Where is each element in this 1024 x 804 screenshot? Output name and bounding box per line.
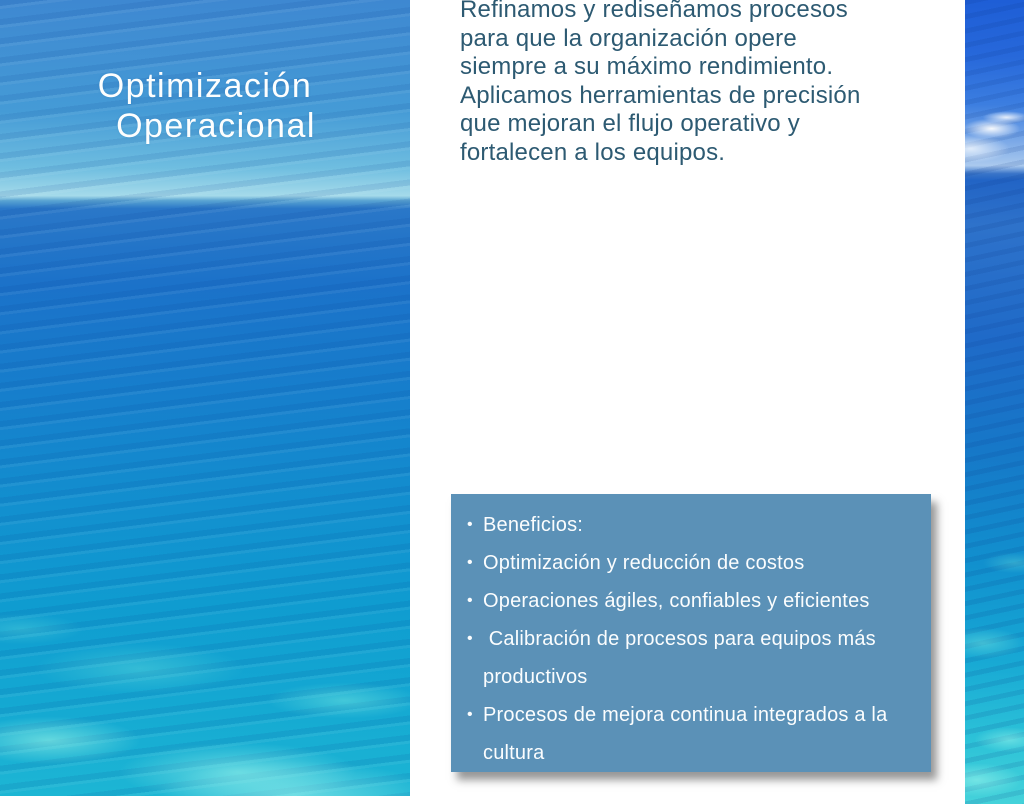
bullet-icon: • — [467, 706, 473, 723]
list-item — [467, 544, 913, 582]
list-item — [467, 506, 913, 544]
left-ocean-image — [0, 0, 410, 796]
intro-line: Aplicamos herramientas de precisión — [460, 81, 861, 109]
intro-line: fortalecen a los equipos. — [460, 138, 726, 166]
benefit-label: Optimización y reducción de costos — [483, 552, 805, 574]
bullet-icon: • — [467, 516, 473, 533]
list-item — [467, 620, 913, 696]
list-item — [467, 582, 913, 620]
benefit-label: Operaciones ágiles, confiables y eficientes — [483, 590, 870, 612]
bullet-icon: • — [467, 554, 473, 571]
benefit-label: Calibración de procesos para equipos más productivos — [483, 628, 882, 688]
page-title-line2: Operacional — [116, 107, 316, 145]
intro-paragraph — [460, 0, 950, 167]
bullet-icon: • — [467, 592, 473, 609]
intro-line: siempre a su máximo rendimiento. — [460, 53, 834, 80]
list-item — [467, 696, 913, 772]
page-title-line1: Optimización — [97, 67, 313, 105]
right-ocean-image — [965, 0, 1024, 804]
page-title — [0, 66, 410, 146]
intro-line: que mejoran el flujo operativo y — [460, 110, 800, 137]
intro-line: Refinamos y rediseñamos procesos — [460, 0, 848, 23]
benefit-label: Procesos de mejora continua integrados a la cultura — [483, 704, 894, 764]
benefits-box — [451, 494, 931, 772]
bullet-icon: • — [467, 630, 473, 647]
benefit-label: Beneficios: — [483, 514, 584, 536]
intro-line: para que la organización opere — [460, 24, 797, 52]
